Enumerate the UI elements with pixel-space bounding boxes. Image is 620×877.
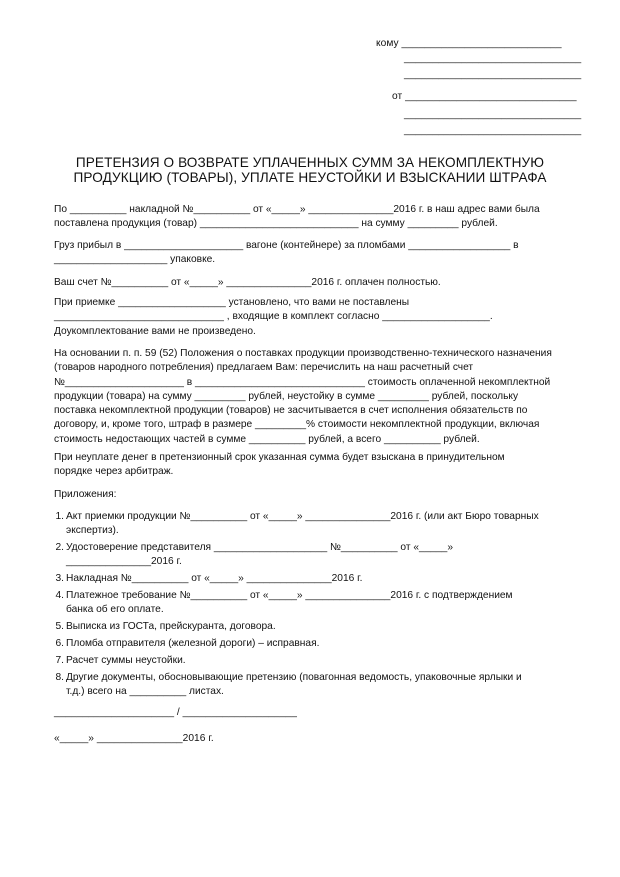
attachments-heading (54, 488, 574, 502)
addressee-block (376, 37, 562, 51)
text-line: порядке через арбитраж. (54, 466, 174, 478)
text-line: Накладная №__________ от «_____» _______________2016 г. (66, 573, 363, 584)
text-line: На основании п. п. 59 (52) Положения о поставках продукции производственно-технического назначения (54, 348, 552, 359)
text-line: Ваш счет №__________ от «_____» _______________2016 г. оплачен полностью. (54, 277, 441, 288)
to-line: ____________________________ (401, 38, 562, 49)
paragraph-cargo (54, 239, 574, 268)
text-line: ____________________ упаковке. (54, 254, 216, 266)
date-line: «_____» _______________2016 г. (54, 733, 214, 744)
title-line-2: ПРОДУКЦИЮ (ТОВАРЫ), УПЛАТЕ НЕУСТОЙКИ И ВЗЫСКАНИИ ШТРАФА (73, 170, 547, 185)
text-line: банка об его оплате. (66, 604, 164, 616)
list-number: 5. (55, 621, 64, 632)
text-line: Платежное требование №__________ от «_____» _______________2016 г. с подтверждением (66, 590, 513, 601)
paragraph-demand (54, 347, 574, 447)
paragraph-arbitration (54, 451, 574, 480)
text-line: поставка некомплектной продукции (товаров) не засчитывается в счет исполнения обязательств по (54, 405, 528, 417)
text-line: По __________ накладной №__________ от «_____» _______________2016 г. в наш адрес вами была (54, 204, 540, 215)
text-line: договору, и, кроме того, штраф в размере _________% стоимости некомплектной продукции, включая (54, 419, 540, 431)
text-line: продукции (товара) на сумму _________ рублей, неустойку в сумме _________ рублей, поскольку (54, 390, 519, 402)
paragraph-delivery (54, 203, 574, 232)
list-number: 4. (55, 590, 64, 601)
text-line: экспертиз). (66, 525, 119, 537)
to-extra-line-2: _______________________________ (404, 69, 582, 80)
to-label: кому (376, 38, 399, 49)
text-line: Другие документы, обосновывающие претензию (повагонная ведомость, упаковочные ярлыки и (66, 672, 522, 683)
from-extra-line-2: _______________________________ (404, 125, 582, 136)
signature-line: _____________________ / ____________________ (54, 707, 297, 718)
text-line: №_____________________ в ______________________________ стоимость оплаченной некомплектной (54, 376, 551, 388)
text-line: Выписка из ГОСТа, прейскуранта, договора. (66, 621, 276, 632)
text-line: Расчет суммы неустойки. (66, 655, 186, 666)
from-label: от (392, 91, 403, 102)
list-number: 6. (55, 638, 64, 649)
title-line-1: ПРЕТЕНЗИЯ О ВОЗВРАТЕ УПЛАЧЕННЫХ СУММ ЗА НЕКОМПЛЕКТНУЮ (75, 155, 545, 170)
list-number: 7. (55, 655, 64, 666)
paragraph-invoice (54, 276, 574, 290)
text-line: Удостоверение представителя ____________________ №__________ от «_____» (66, 542, 454, 553)
list-number: 3. (55, 573, 64, 584)
paragraph-acceptance (54, 296, 574, 339)
to-extra-line-1: _______________________________ (404, 53, 582, 64)
document-title (0, 155, 620, 185)
text-line: Приложения: (54, 489, 117, 500)
text-line: ______________________________ , входящие в комплект согласно ___________________. (54, 311, 493, 323)
text-line: При неуплате денег в претензионный срок указанная сумма будет взыскана в принудительном (54, 452, 505, 463)
text-line: Груз прибыл в _____________________ вагоне (контейнере) за пломбами __________________ в (54, 240, 519, 251)
text-line: стоимость недостающих частей в сумме __________ рублей, а всего __________ рублей. (54, 433, 480, 445)
text-line: т.д.) всего на __________ листах. (66, 686, 224, 698)
list-number: 8. (55, 672, 64, 683)
from-line: ______________________________ (405, 91, 577, 102)
text-line: Акт приемки продукции №__________ от «_____» _______________2016 г. (или акт Бюро товарных (66, 511, 539, 522)
text-line: Доукомплектование вами не произведено. (54, 325, 256, 337)
text-line: _______________2016 г. (66, 556, 182, 568)
text-line: Пломба отправителя (железной дороги) – исправная. (66, 638, 320, 649)
text-line: При приемке ___________________ установлено, что вами не поставлены (54, 297, 410, 308)
text-line: (товаров народного потребления) предлагаем Вам: перечислить на наш расчетный счет (54, 362, 474, 374)
text-line: поставлена продукция (товар) ____________________________ на сумму _________ рублей. (54, 218, 498, 230)
list-number: 1. (55, 511, 64, 522)
sender-block (392, 90, 577, 104)
list-number: 2. (55, 542, 64, 553)
from-extra-line-1: _______________________________ (404, 109, 582, 120)
